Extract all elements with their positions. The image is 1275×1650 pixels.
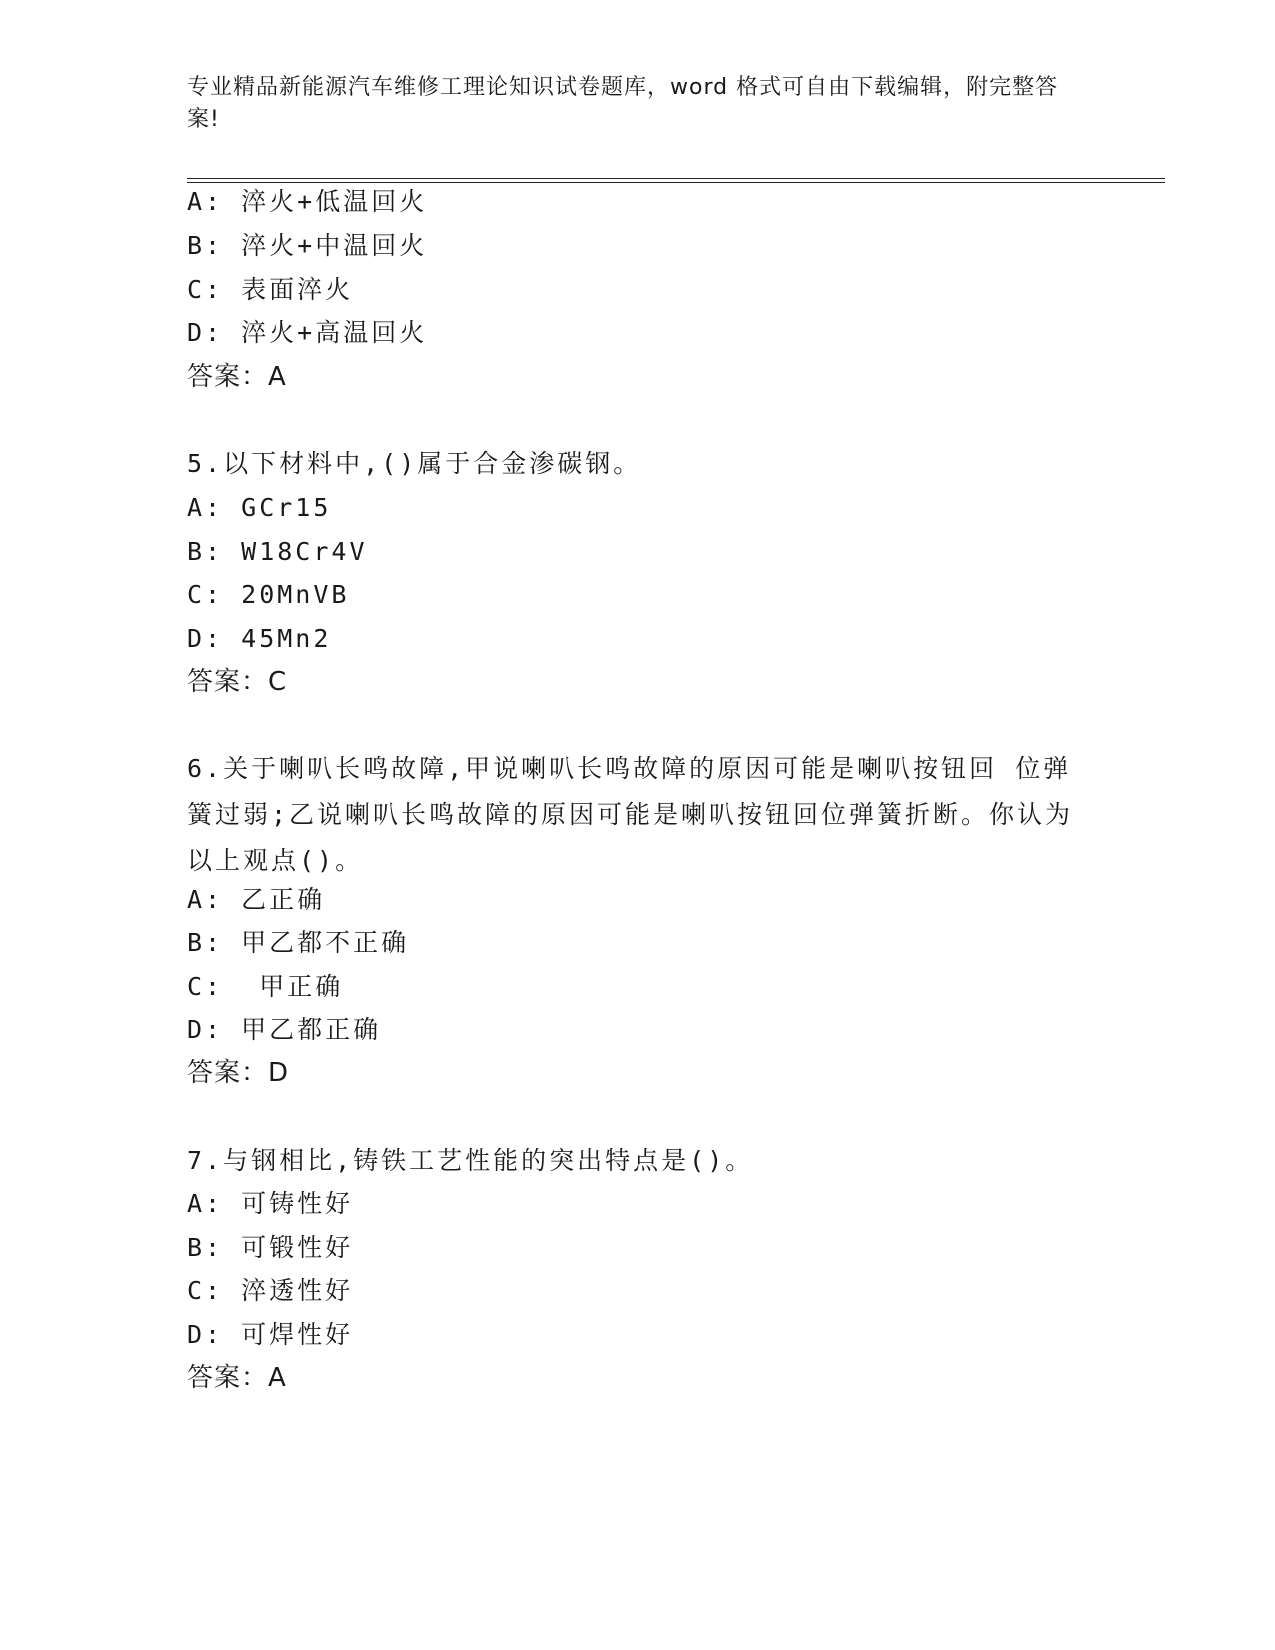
header-divider-bottom bbox=[187, 182, 1165, 183]
q5-option-b: B: W18Cr4V bbox=[187, 537, 368, 566]
q5-option-a: A: GCr15 bbox=[187, 493, 332, 522]
q5-option-c: C: 20MnVB bbox=[187, 580, 350, 609]
q7-option-d: D: 可焊性好 bbox=[187, 1320, 354, 1349]
q6-option-b: B: 甲乙都不正确 bbox=[187, 928, 410, 957]
q4-option-c: C: 表面淬火 bbox=[187, 275, 354, 304]
q7-option-b: B: 可锻性好 bbox=[187, 1233, 354, 1262]
q6-answer: 答案：D bbox=[187, 1058, 290, 1088]
q4-option-a: A: 淬火+低温回火 bbox=[187, 187, 428, 216]
q7-answer: 答案：A bbox=[187, 1363, 287, 1393]
q4-option-d: D: 淬火+高温回火 bbox=[187, 318, 428, 347]
document-header: 专业精品新能源汽车维修工理论知识试卷题库，word 格式可自由下载编辑，附完整答案! bbox=[187, 75, 1059, 132]
q6-option-a: A: 乙正确 bbox=[187, 885, 326, 914]
q4-answer: 答案：A bbox=[187, 362, 287, 392]
q5-question: 5.以下材料中,()属于合金渗碳钢。 bbox=[187, 449, 642, 478]
q6-option-c: C: 甲正确 bbox=[187, 972, 344, 1001]
q6-question: 6.关于喇叭长鸣故障,甲说喇叭长鸣故障的原因可能是喇叭按钮回 位弹簧过弱;乙说喇叭长鸣故障的原因可能是喇叭按钮回位弹簧折断。你认为以上观点()。 bbox=[187, 754, 1074, 875]
q5-option-d: D: 45Mn2 bbox=[187, 624, 332, 653]
q7-option-a: A: 可铸性好 bbox=[187, 1189, 354, 1218]
q7-option-c: C: 淬透性好 bbox=[187, 1276, 354, 1305]
q7-question: 7.与钢相比,铸铁工艺性能的突出特点是()。 bbox=[187, 1146, 754, 1175]
header-divider-top bbox=[187, 178, 1165, 179]
q6-option-d: D: 甲乙都正确 bbox=[187, 1015, 382, 1044]
q5-answer: 答案：C bbox=[187, 667, 288, 697]
q4-option-b: B: 淬火+中温回火 bbox=[187, 231, 428, 260]
